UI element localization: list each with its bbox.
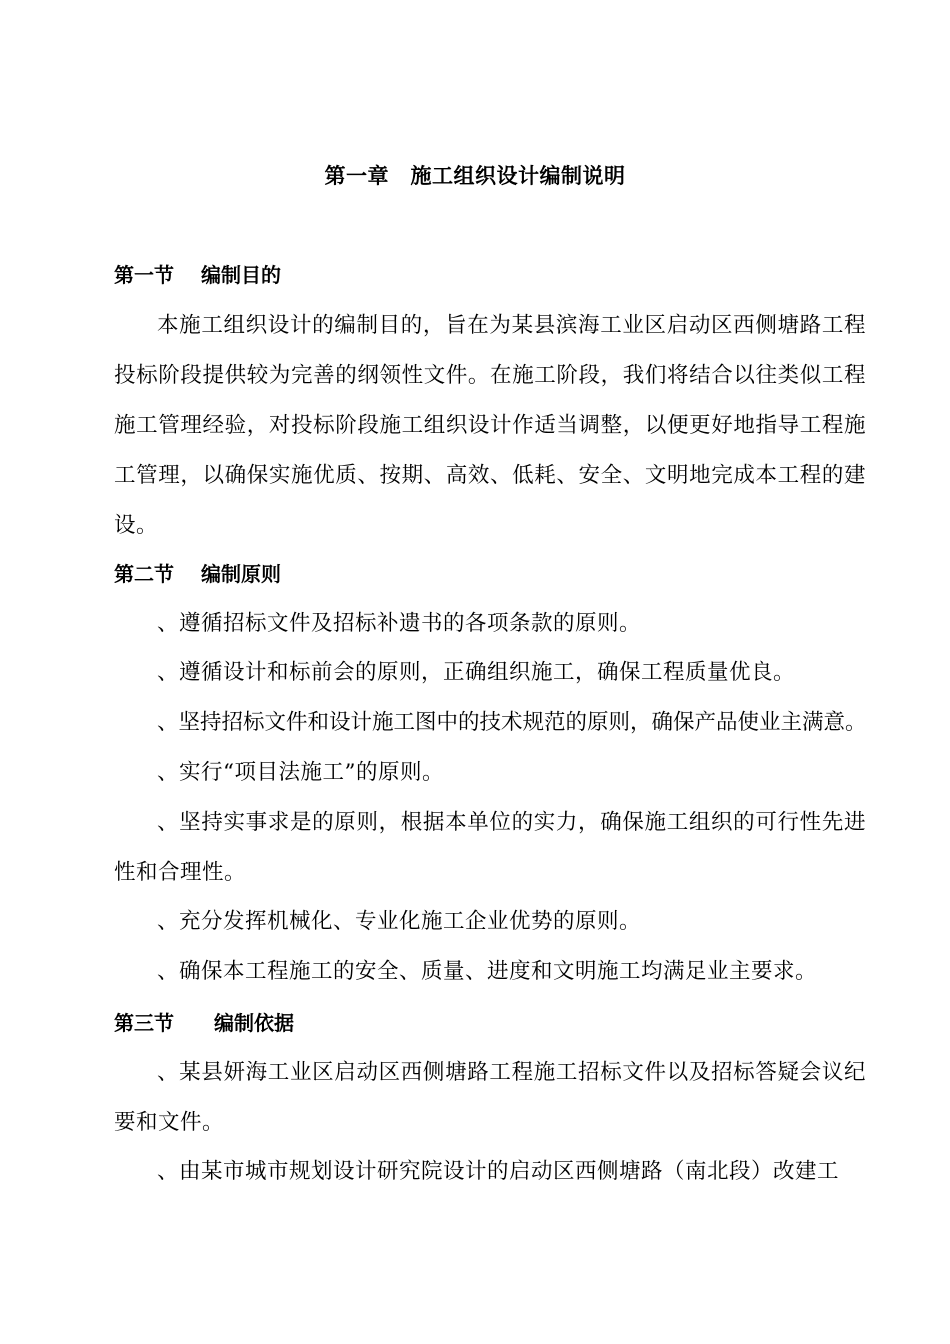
principle-item-5: 、坚持实事求是的原则，根据本单位的实力，确保施工组织的可行性先进性和合理性。 [114,810,866,885]
principle-item-1: 、遵循招标文件及招标补遗书的各项条款的原则。 [157,611,642,636]
basis-item-2: 、由某市城市规划设计研究院设计的启动区西侧塘路（南北段）改建工 [157,1159,840,1184]
principle-item-6: 、充分发挥机械化、专业化施工企业优势的原则。 [157,909,642,934]
section-heading-principles: 第二节 编制原则 [114,562,281,586]
principle-item-3: 、坚持招标文件和设计施工图中的技术规范的原则，确保产品使业主满意。 [157,710,867,735]
principle-item-7: 、确保本工程施工的安全、质量、进度和文明施工均满足业主要求。 [157,959,818,984]
section-heading-basis: 第三节 编制依据 [114,1011,294,1035]
chapter-title: 第一章 施工组织设计编制说明 [324,164,626,188]
principle-item-2: 、遵循设计和标前会的原则，正确组织施工，确保工程质量优良。 [157,660,796,685]
section-heading-purpose: 第一节 编制目的 [114,263,281,287]
basis-item-1: 、某县妍海工业区启动区西侧塘路工程施工招标文件以及招标答疑会议纪要和文件。 [114,1060,866,1135]
paragraph-purpose: 本施工组织设计的编制目的，旨在为某县滨海工业区启动区西侧塘路工程投标阶段提供较为完善的纲领性文件。在施工阶段，我们将结合以往类似工程施工管理经验，对投标阶段施工组织设计作适当调整，以便更好地指导工程施工管理，以确保实施优质、按期、高效、低耗、安全、文明地完成本工程的建设。 [114,313,866,538]
principle-item-4: 、实行“项目法施工”的原则。 [157,760,444,785]
